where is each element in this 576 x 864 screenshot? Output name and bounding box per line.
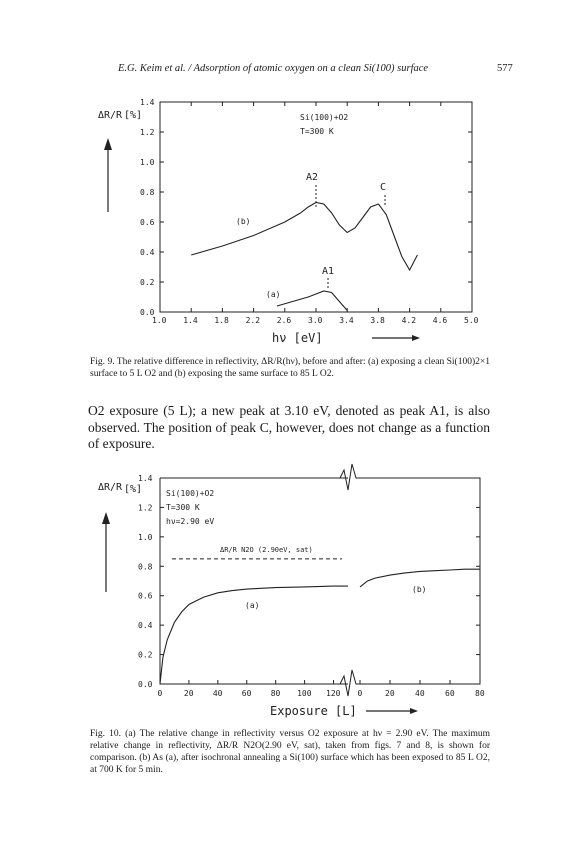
fig9-y-tick-label: 1.4	[140, 98, 155, 107]
body-paragraph: O2 exposure (5 L); a new peak at 3.10 eV, denoted as peak A1, is also observed. The position of peak C, however, does not change as a function of exposure.	[88, 403, 490, 451]
fig9-x-label: hν [eV]	[272, 331, 323, 345]
fig10-series-line-b	[360, 569, 480, 587]
fig10-y-tick-label: 1.4	[138, 474, 153, 483]
fig9-y-tick-label: 0.4	[140, 248, 155, 257]
fig9-y-ticks	[140, 98, 472, 317]
fig10-series-line-a	[160, 586, 348, 684]
fig10-x-ticks	[158, 680, 485, 698]
fig9-x-tick-label: 2.6	[276, 316, 292, 325]
fig9-x-tick-label: 3.0	[308, 316, 323, 325]
fig9-y-tick-label: 0.0	[140, 308, 155, 317]
fig10-curve-label-b: (b)	[412, 585, 427, 594]
fig9-x-tick-label: 5.0	[464, 316, 479, 325]
fig9-x-tick-label: 2.2	[245, 316, 261, 325]
fig9-x-tick-label: 3.8	[370, 316, 385, 325]
fig9-curve-label-b: (b)	[236, 217, 251, 226]
fig9-x-tick-label: 1.4	[183, 316, 198, 325]
fig9-x-tick-label: 4.6	[432, 316, 448, 325]
fig10-reference-label: ΔR/R N2O (2.90eV, sat)	[220, 546, 313, 554]
fig9-peak-label-a2: A2	[306, 172, 319, 183]
fig10-legend-line-2: T=300 K	[166, 503, 200, 512]
fig9-caption: Fig. 9. The relative difference in reflectivity, ΔR/R(hν), before and after: (a) exposing a clean Si(100)2×1 surface to 5 L O2 and (b) exposing the same surface to 85 L O2.	[90, 357, 490, 379]
fig9-series	[191, 203, 417, 311]
fig9-series-line-b	[191, 203, 417, 271]
fig9-x-tick-label: 1.8	[214, 316, 229, 325]
fig9-peak-label-a1: A1	[322, 266, 335, 277]
running-head: E.G. Keim et al. / Adsorption of atomic oxygen on a clean Si(100) surface	[118, 63, 429, 74]
fig10-y-tick-label: 0.2	[138, 650, 153, 660]
fig9-y-unit: [%]	[124, 110, 143, 121]
fig9-y-tick-label: 0.6	[140, 218, 155, 227]
fig10-curve-label-a: (a)	[245, 601, 260, 610]
fig10-x-tick-label: 80	[475, 689, 485, 698]
fig10-plot-frame	[160, 478, 480, 684]
fig9-x-tick-label: 3.4	[339, 316, 354, 325]
fig10-y-tick-label: 1.2	[138, 503, 153, 513]
fig10-x-tick-label: 0	[157, 689, 163, 698]
fig10-series	[160, 559, 480, 684]
fig9-y-tick-label: 1.0	[140, 158, 155, 167]
fig9-y-symbol: ΔR/R	[98, 110, 123, 121]
fig10-y-ticks	[138, 474, 480, 689]
fig9-y-tick-label: 1.2	[140, 128, 155, 137]
fig10-bottom-break-mark	[340, 670, 360, 696]
fig9-legend-line-1: Si(100)+O2	[300, 113, 349, 122]
fig10-x-tick-label: 100	[297, 689, 312, 698]
fig9-y-tick-label: 0.8	[140, 188, 155, 197]
fig10-x-label: Exposure [L]	[270, 704, 357, 718]
fig10-y-tick-label: 0.4	[138, 621, 153, 631]
fig9-x-tick-label: 4.2	[401, 316, 417, 325]
fig10-x-tick-label: 80	[270, 689, 281, 698]
fig10-y-symbol: ΔR/R	[98, 482, 123, 493]
fig10-top-break-mark	[340, 464, 360, 490]
fig9-legend-line-2: T=300 K	[300, 127, 334, 136]
fig9-y-tick-label: 0.2	[140, 278, 155, 287]
fig10-y-tick-label: 0.8	[138, 562, 153, 572]
fig9-peak-label-c: C	[380, 182, 387, 193]
fig10-x-tick-label: 40	[212, 689, 223, 698]
fig10-y-unit: [%]	[124, 484, 143, 495]
page-number: 577	[497, 63, 513, 74]
fig10-x-tick-label: 20	[183, 689, 194, 698]
fig10-x-tick-label: 60	[241, 689, 252, 698]
fig10-x-tick-label: 40	[415, 689, 425, 698]
fig9-curve-label-a: (a)	[266, 290, 281, 299]
fig9-x-ticks	[152, 102, 479, 325]
fig10-x-tick-label: 60	[445, 689, 455, 698]
fig9-x-tick-label: 1.0	[152, 316, 167, 325]
fig9-series-line-a	[277, 291, 347, 311]
fig10-x-tick-label: 20	[385, 689, 395, 698]
fig10-legend-line-3: hν=2.90 eV	[166, 517, 215, 526]
fig10-x-tick-label: 0	[357, 689, 363, 698]
fig9-plot-frame	[160, 102, 472, 312]
fig10-y-tick-label: 1.0	[138, 532, 153, 542]
fig10-caption: Fig. 10. (a) The relative change in reflectivity versus O2 exposure at hν = 2.90 eV. The maximum relative change in reflectivity, ΔR/R N2O(2.90 eV, sat), taken from figs. 7 and 8, is shown for comparison. (b) As (a), after isochronal annealing a Si(100) surface which has been exposed to 85 L O2, at 700 K for 5 min.	[90, 729, 490, 775]
fig10-y-tick-label: 0.6	[138, 591, 153, 601]
fig10-legend-line-1: Si(100)+O2	[166, 489, 215, 498]
fig10-x-tick-label: 120	[326, 689, 341, 698]
fig10-y-tick-label: 0.0	[138, 680, 153, 689]
